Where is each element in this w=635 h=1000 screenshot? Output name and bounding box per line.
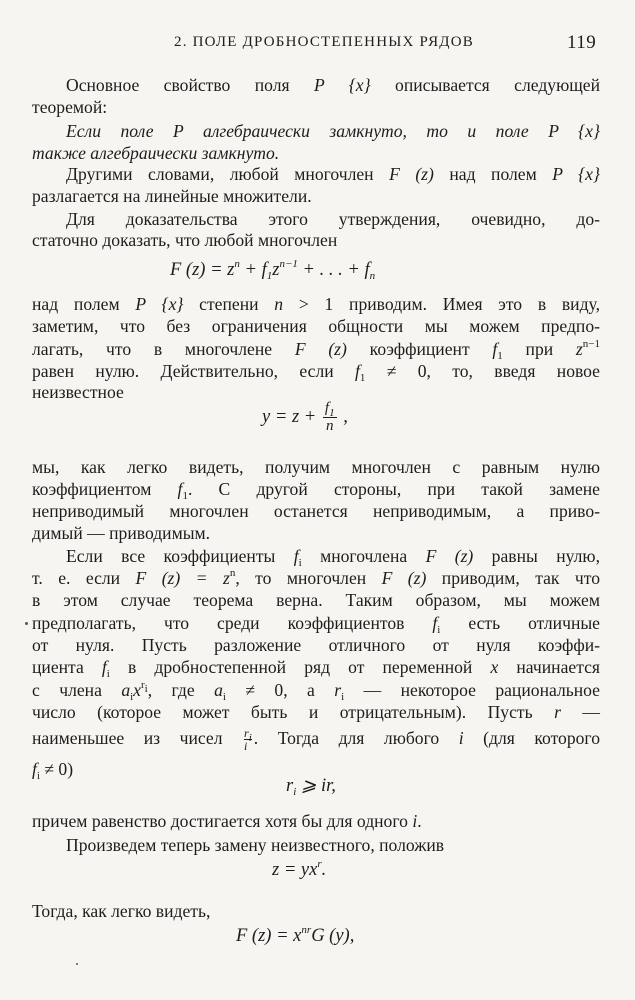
text-line: наименьшее из чисел $\frac{r_i}{i}$ . Тогда для любого i (для которого xyxy=(32,726,601,754)
formula-transformed: F $(z) = x^{nr}G$ (y), xyxy=(236,924,355,946)
text-line: димый — приводимым. xyxy=(32,523,211,543)
text-line: лагать, что в многочлене F (z) коэффициент $f_1$ при $z^{n-1}$ xyxy=(32,338,600,362)
formula-polynomial: F $(z) = z^n + f_1z^{n-1}$ + . . . + $f_n$ xyxy=(170,258,376,282)
text-line: в этом случае теорема верна. Таким образом, мы можем xyxy=(32,590,600,610)
text-line: неприводимый многочлен останется неприводимым, а приво- xyxy=(32,501,600,521)
text-line: неизвестное xyxy=(32,382,124,402)
text-line: разлагается на линейные множители. xyxy=(32,186,312,206)
margin-mark xyxy=(76,963,78,965)
formula-inequality: $r_i$ ⩾ ir, xyxy=(286,776,336,798)
theorem-line: Если поле P алгебраически замкнуто, то и поле P {x} xyxy=(66,121,600,141)
text-line: заметим, что без ограничения общности мы можем предпо- xyxy=(32,316,600,336)
text-line: Другими словами, любой многочлен F (z) над полем P {x} xyxy=(66,164,601,184)
fraction: $\frac{f_1}{n}$ xyxy=(324,400,335,434)
text-line: т. е. если F $(z) = z^n$, то многочлен F (z) приводим, так что xyxy=(32,567,601,588)
theorem-line: также алгебраически замкнуто. xyxy=(32,143,280,163)
text-line: Произведем теперь замену неизвестного, положив xyxy=(66,835,445,855)
text-line: статочно доказать, что любой многочлен xyxy=(32,230,338,250)
text-line: $f_i \ne 0$) xyxy=(32,759,74,782)
page-number: 119 xyxy=(567,32,597,53)
text-line: предполагать, что среди коэффициентов $f_i$ есть отличные xyxy=(32,613,600,636)
formula-change-variable: $z = yx^r$. xyxy=(272,858,327,880)
fraction: $\frac{r_i}{i}$ xyxy=(244,726,252,754)
text-line: от нуля. Пусть разложение отличного от нуля коэффи- xyxy=(32,635,600,655)
text-line: мы, как легко видеть, получим многочлен с равным нулю xyxy=(32,457,600,477)
text-line: Тогда, как легко видеть, xyxy=(32,901,211,921)
text-line: коэффициентом $f_1$. С другой стороны, при такой замене xyxy=(32,479,600,502)
running-head: 2. ПОЛЕ ДРОБНОСТЕПЕННЫХ РЯДОВ xyxy=(174,34,474,50)
page-header xyxy=(0,32,635,56)
text-line: число (которое может быть и отрицательным). Пусть r — xyxy=(32,702,600,722)
text-line: равен нулю. Действительно, если $f_1 \ne 0$, то, введя новое xyxy=(32,361,600,384)
text-line: Основное свойство поля P {x} описывается следующей xyxy=(66,75,600,95)
text-line: над полем P {x} степени n > 1 приводим. Имея это в виду, xyxy=(32,294,600,314)
text-line: с члена $a_ix^{r_i}$, где $a_i \ne 0$, а $r_i$ — некоторое рациональное xyxy=(32,679,600,703)
text-line: Если все коэффициенты $f_i$ многочлена F (z) равны нулю, xyxy=(66,546,600,569)
text-line: циента $f_i$ в дробностепенной ряд от переменной x начинается xyxy=(32,657,600,680)
formula-substitution: y = z + $\frac{f_1}{n}$ , xyxy=(262,400,348,434)
margin-mark xyxy=(25,622,28,625)
text-line: теоремой: xyxy=(32,97,108,117)
text-line: Для доказательства этого утверждения, очевидно, до- xyxy=(66,209,600,229)
text-line: причем равенство достигается хотя бы для одного i. xyxy=(32,811,422,831)
